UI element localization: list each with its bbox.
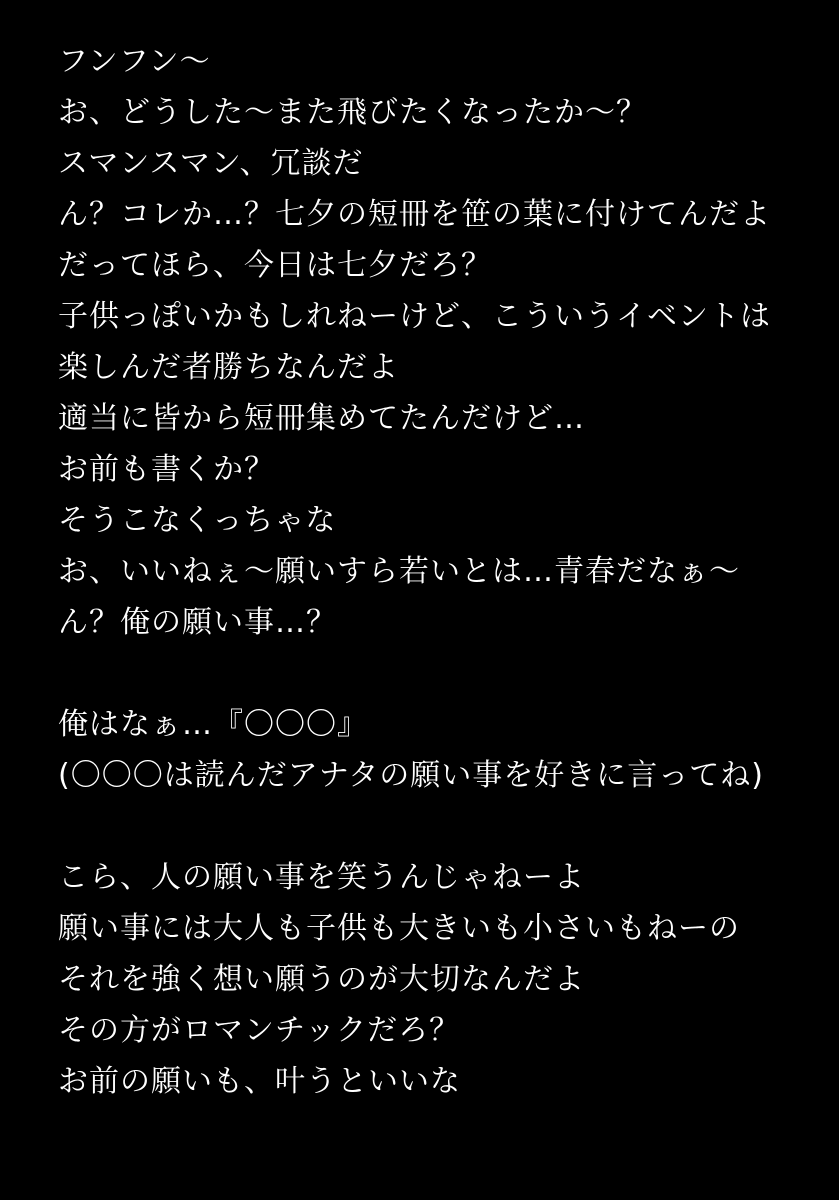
text-line: お、いいねぇ〜願いすら若いとは…青春だなぁ〜: [58, 554, 740, 589]
blank-line: [58, 801, 818, 852]
monologue-text: [58, 36, 818, 1107]
text-line: こら、人の願い事を笑うんじゃねーよ: [58, 860, 585, 895]
text-line: 俺はなぁ…『〇〇〇』: [58, 707, 368, 742]
text-line: ん？俺の願い事…？: [58, 605, 337, 640]
text-line: 楽しんだ者勝ちなんだよ: [58, 350, 399, 385]
text-line: お前も書くか？: [58, 452, 275, 487]
text-line: スマンスマン、冗談だ: [58, 146, 364, 181]
text-line: (〇〇〇は読んだアナタの願い事を好きに言ってね): [58, 758, 764, 793]
text-line: 子供っぽいかもしれねーけど、こういうイベントは: [58, 299, 771, 334]
blank-line: [58, 648, 818, 699]
text-line: お前の願いも、叶うといいな: [58, 1064, 461, 1099]
text-line: ん？コレか…？七夕の短冊を笹の葉に付けてんだよ: [58, 197, 771, 232]
text-line: そうこなくっちゃな: [58, 503, 337, 538]
text-line: お、どうした〜また飛びたくなったか〜？: [58, 95, 647, 130]
text-line: だってほら、今日は七夕だろ？: [58, 248, 492, 283]
text-line: 願い事には大人も子供も大きいも小さいもねーの: [58, 911, 740, 946]
text-line: その方がロマンチックだろ？: [58, 1013, 461, 1048]
text-line: フンフン〜: [58, 44, 211, 79]
text-line: 適当に皆から短冊集めてたんだけど…: [58, 401, 585, 436]
text-line: それを強く想い願うのが大切なんだよ: [58, 962, 585, 997]
